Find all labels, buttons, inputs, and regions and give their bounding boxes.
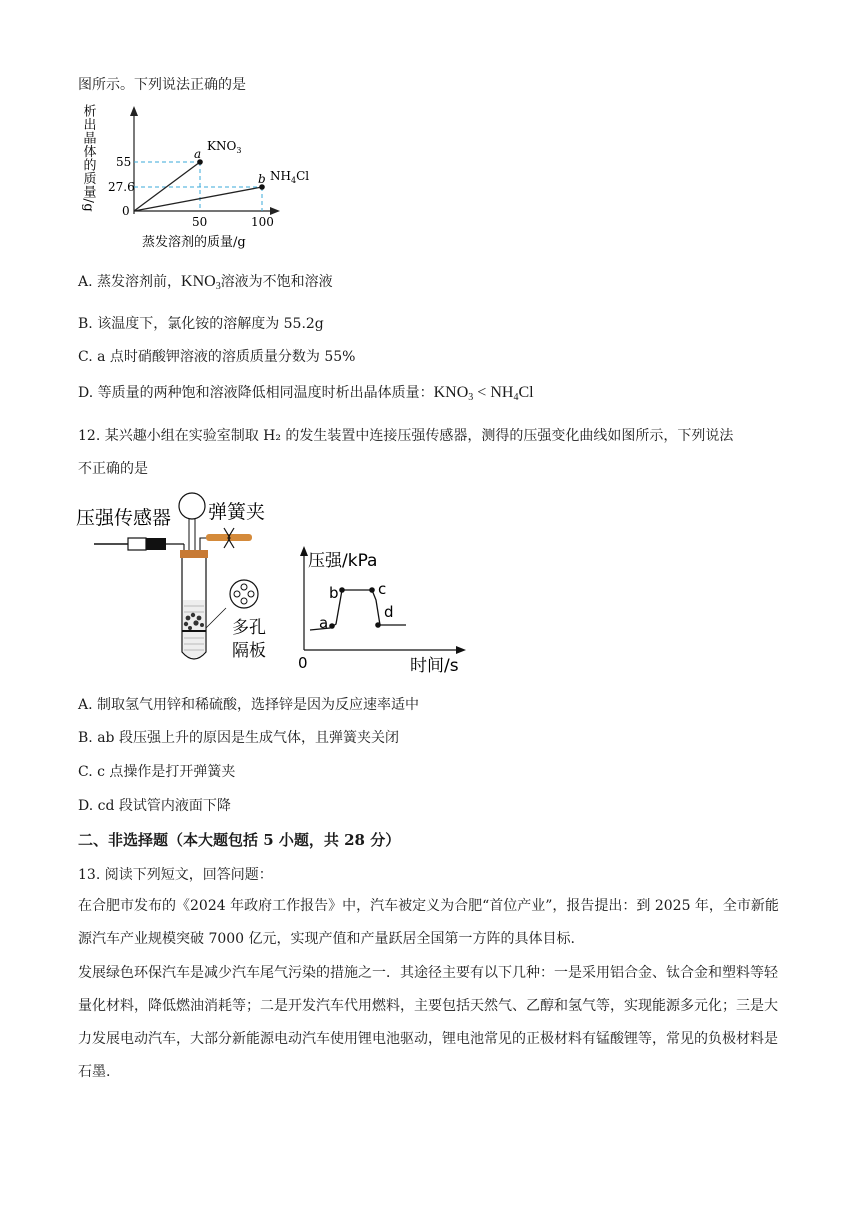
- pressure-chart: [292, 542, 482, 677]
- pt-b-label: b: [329, 584, 339, 602]
- ytick-55: 55: [116, 155, 132, 169]
- q11-option-d: D. 等质量的两种饱和溶液降低相同温度时析出晶体质量：$KNO_3 < NH_4Cl$: [78, 384, 534, 403]
- series-name-kno3: $KNO_3$: [207, 139, 242, 155]
- q12-stem-line1: 12. 某兴趣小组在实验室制取 H₂ 的发生装置中连接压强传感器，测得的压强变化曲线如图所示，下列说法: [78, 428, 734, 444]
- series-name-nh4cl: $NH_4Cl$: [270, 169, 310, 185]
- sensor-body: [128, 538, 146, 550]
- xtick-100: 100: [251, 215, 274, 229]
- q11-option-c: C. a 点时硝酸钾溶液的溶质质量分数为 55%: [78, 349, 356, 365]
- label-a: a: [194, 147, 202, 161]
- ytick-0: 0: [122, 204, 130, 218]
- pt-c-dot: [369, 587, 375, 593]
- xtick-50: 50: [192, 215, 208, 229]
- label-plate-1: 多孔: [232, 618, 266, 638]
- q11-option-b: B. 该温度下，氯化铵的溶解度为 55.2g: [78, 316, 324, 332]
- chart2-x-arrow: [456, 646, 466, 654]
- intro-text: 图所示。下列说法正确的是: [78, 77, 246, 93]
- ytick-27.6: 27.6: [108, 180, 135, 194]
- pt-a-label: a: [319, 614, 329, 632]
- chart2-xlabel: 时间/s: [410, 656, 459, 676]
- pt-d-label: d: [384, 603, 394, 621]
- funnel-bulb: [179, 493, 205, 519]
- chart1-xlabel: 蒸发溶剂的质量/g: [142, 235, 246, 250]
- section2-title: 二、非选择题（本大题包括 5 小题，共 28 分）: [78, 831, 401, 849]
- q13-stem: 13. 阅读下列短文，回答问题：: [78, 867, 273, 883]
- q11-option-a: A. 蒸发溶剂前，$KNO_3$溶液为不饱和溶液: [78, 273, 333, 292]
- hydrogen-apparatus: [76, 488, 296, 673]
- liquid: [183, 600, 205, 658]
- chart1-ylabel: 析出晶体的质量/g: [80, 104, 96, 213]
- chart2-y-arrow: [300, 546, 308, 556]
- q12-option-b: B. ab 段压强上升的原因是生成气体，且弹簧夹关闭: [78, 730, 399, 746]
- q12-option-c: C. c 点操作是打开弹簧夹: [78, 764, 236, 780]
- plate-pointer: [206, 608, 226, 628]
- crystal-mass-chart: [74, 98, 334, 258]
- pt-b-dot: [339, 587, 345, 593]
- q12-option-a: A. 制取氢气用锌和稀硫酸，选择锌是因为反应速率适中: [78, 697, 420, 713]
- pt-c-label: c: [378, 580, 387, 598]
- q13-paragraph-2: 发展绿色环保汽车是减少汽车尾气污染的措施之一．其途径主要有以下几种：一是采用铝合金、钛合金和塑料等轻量化材料，降低燃油消耗等；二是开发汽车代用燃料，主要包括天然气、乙醇和氢气等，实现能源多元化；三是大力发展电动汽车，大部分新能源电动汽车使用锂电池驱动，锂电池常见的正极材料有锰酸锂等，常见的负极材料是石墨.: [78, 965, 778, 1080]
- chart1-y-arrow: [130, 106, 138, 116]
- q13-paragraph-1: 在合肥市发布的《2024 年政府工作报告》中，汽车被定义为合肥“首位产业”，报告提出：到 2025 年，全市新能源汽车产业规模突破 7000 亿元，实现产值和产量跃居全国第一方阵的具体目标.: [78, 898, 779, 947]
- q12-stem-line2: 不正确的是: [78, 461, 148, 477]
- label-sensor: 压强传感器: [76, 507, 172, 529]
- q12-option-d: D. cd 段试管内液面下降: [78, 798, 231, 814]
- label-b: b: [258, 172, 266, 186]
- chart2-origin: 0: [298, 654, 308, 672]
- stopper: [180, 550, 208, 558]
- chart2-ylabel: 压强/kPa: [308, 551, 378, 571]
- pt-d-dot: [375, 622, 381, 628]
- series-nh4cl: [134, 187, 262, 211]
- sensor-head: [146, 538, 166, 550]
- label-clip: 弹簧夹: [208, 501, 266, 523]
- label-plate-2: 隔板: [232, 641, 266, 661]
- pt-a-dot: [329, 623, 335, 629]
- chart1-x-arrow: [270, 207, 280, 215]
